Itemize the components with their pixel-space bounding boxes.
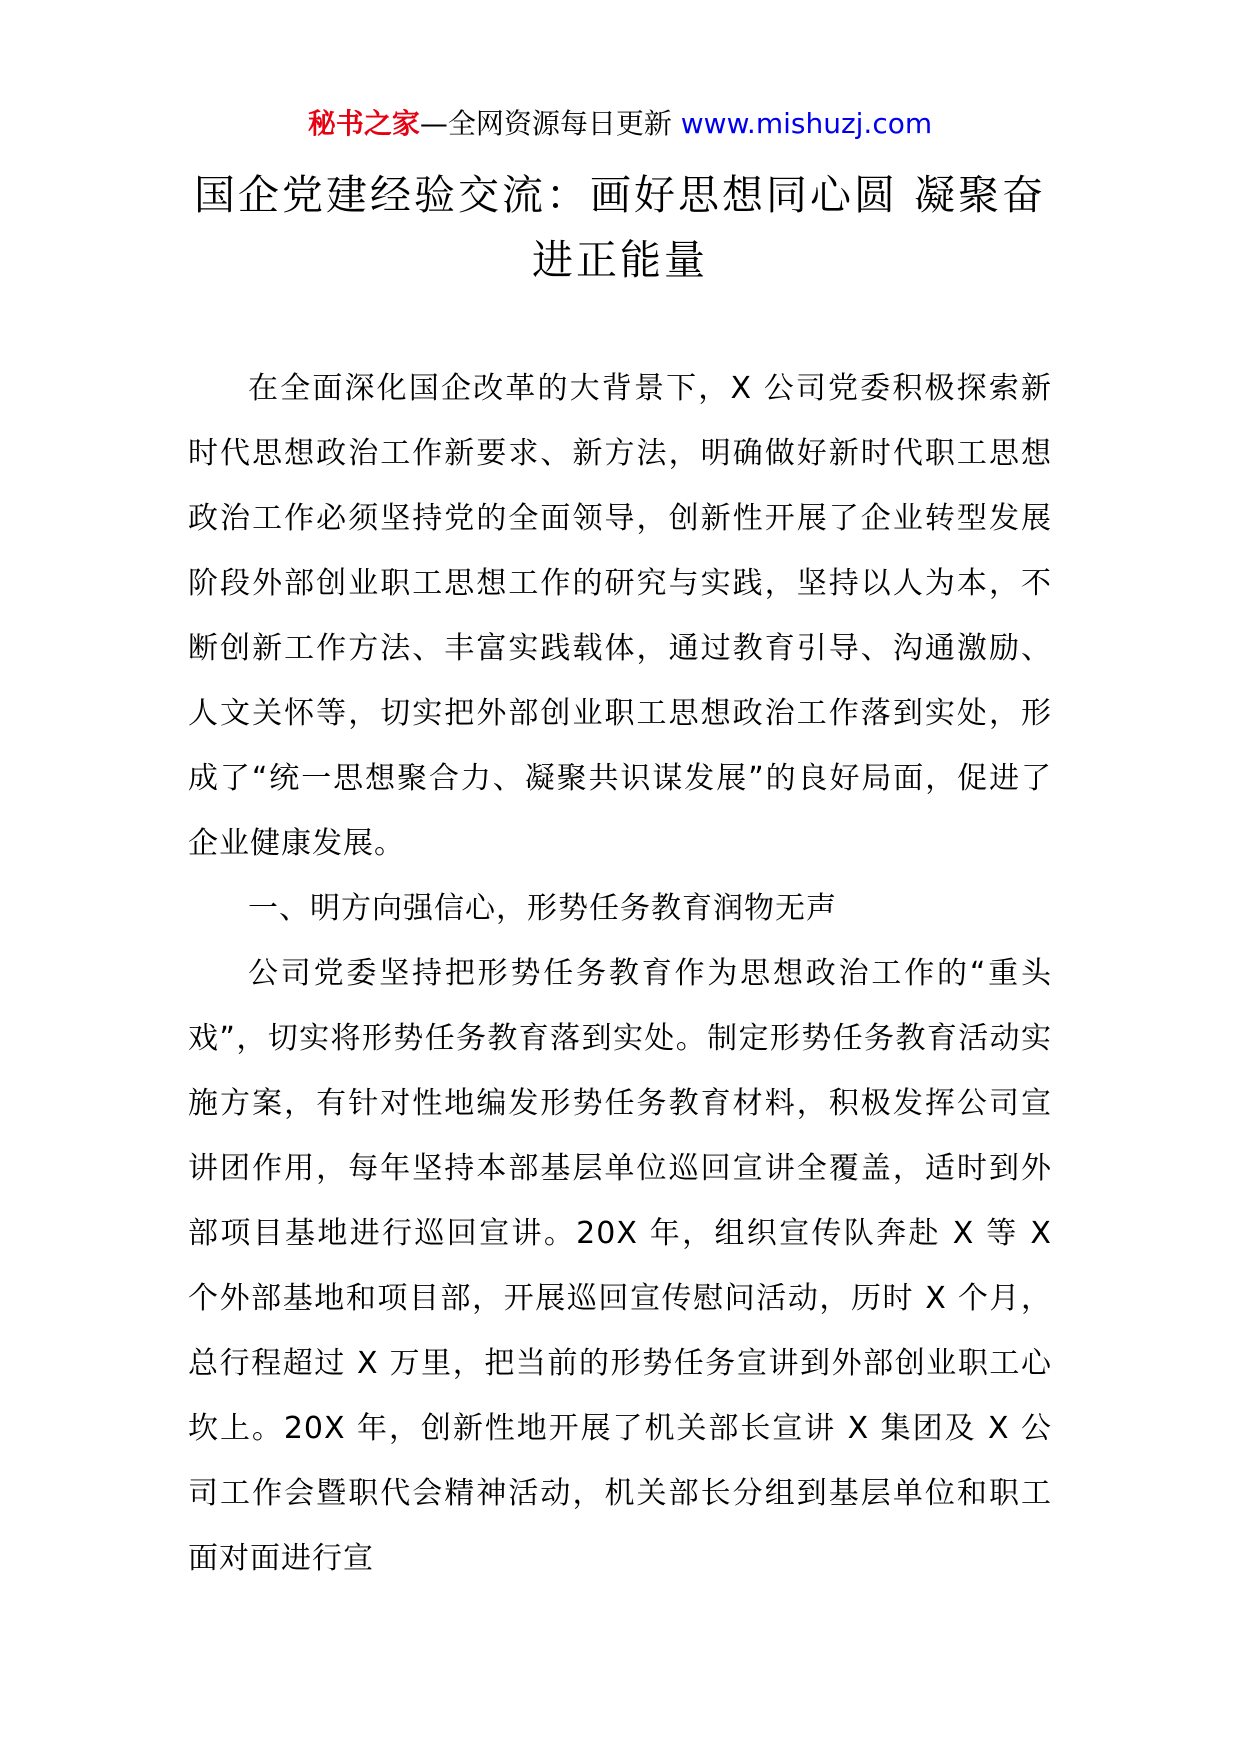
- brand-name: 秘书之家: [307, 107, 420, 140]
- document-body: [188, 356, 1052, 1591]
- paragraph-section-1: 公司党委坚持把形势任务教育作为思想政治工作的“重头戏”，切实将形势任务教育落到实处。制定形势任务教育活动实施方案，有针对性地编发形势任务教育材料，积极发挥公司宣讲团作用，每年坚持本部基层单位巡回宣讲全覆盖，适时到外部项目基地进行巡回宣讲。20X 年，组织宣传队奔赴 X 等 X 个外部基地和项目部，开展巡回宣传慰问活动，历时 X 个月，总行程超过 X 万里，把当前的形势任务宣讲到外部创业职工心坎上。20X 年，创新性地开展了机关部长宣讲 X 集团及 X 公司工作会暨职代会精神活动，机关部长分组到基层单位和职工面对面进行宣: [188, 956, 1052, 1576]
- header-tagline: —全网资源每日更新: [419, 107, 681, 140]
- section-heading-1: 一、明方向强信心，形势任务教育润物无声: [248, 891, 837, 926]
- document-title: 国企党建经验交流：画好思想同心圆 凝聚奋进正能量: [193, 171, 1047, 284]
- site-url-link[interactable]: www.mishuzj.com: [680, 107, 933, 140]
- paragraph-intro: 在全面深化国企改革的大背景下，X 公司党委积极探索新时代思想政治工作新要求、新方法，明确做好新时代职工思想政治工作必须坚持党的全面领导，创新性开展了企业转型发展阶段外部创业职工思想工作的研究与实践，坚持以人为本，不断创新工作方法、丰富实践载体，通过教育引导、沟通激励、人文关怀等，切实把外部创业职工思想政治工作落到实处，形成了“统一思想聚合力、凝聚共识谋发展”的良好局面，促进了企业健康发展。: [188, 371, 1052, 861]
- page-header-banner: [0, 104, 1240, 144]
